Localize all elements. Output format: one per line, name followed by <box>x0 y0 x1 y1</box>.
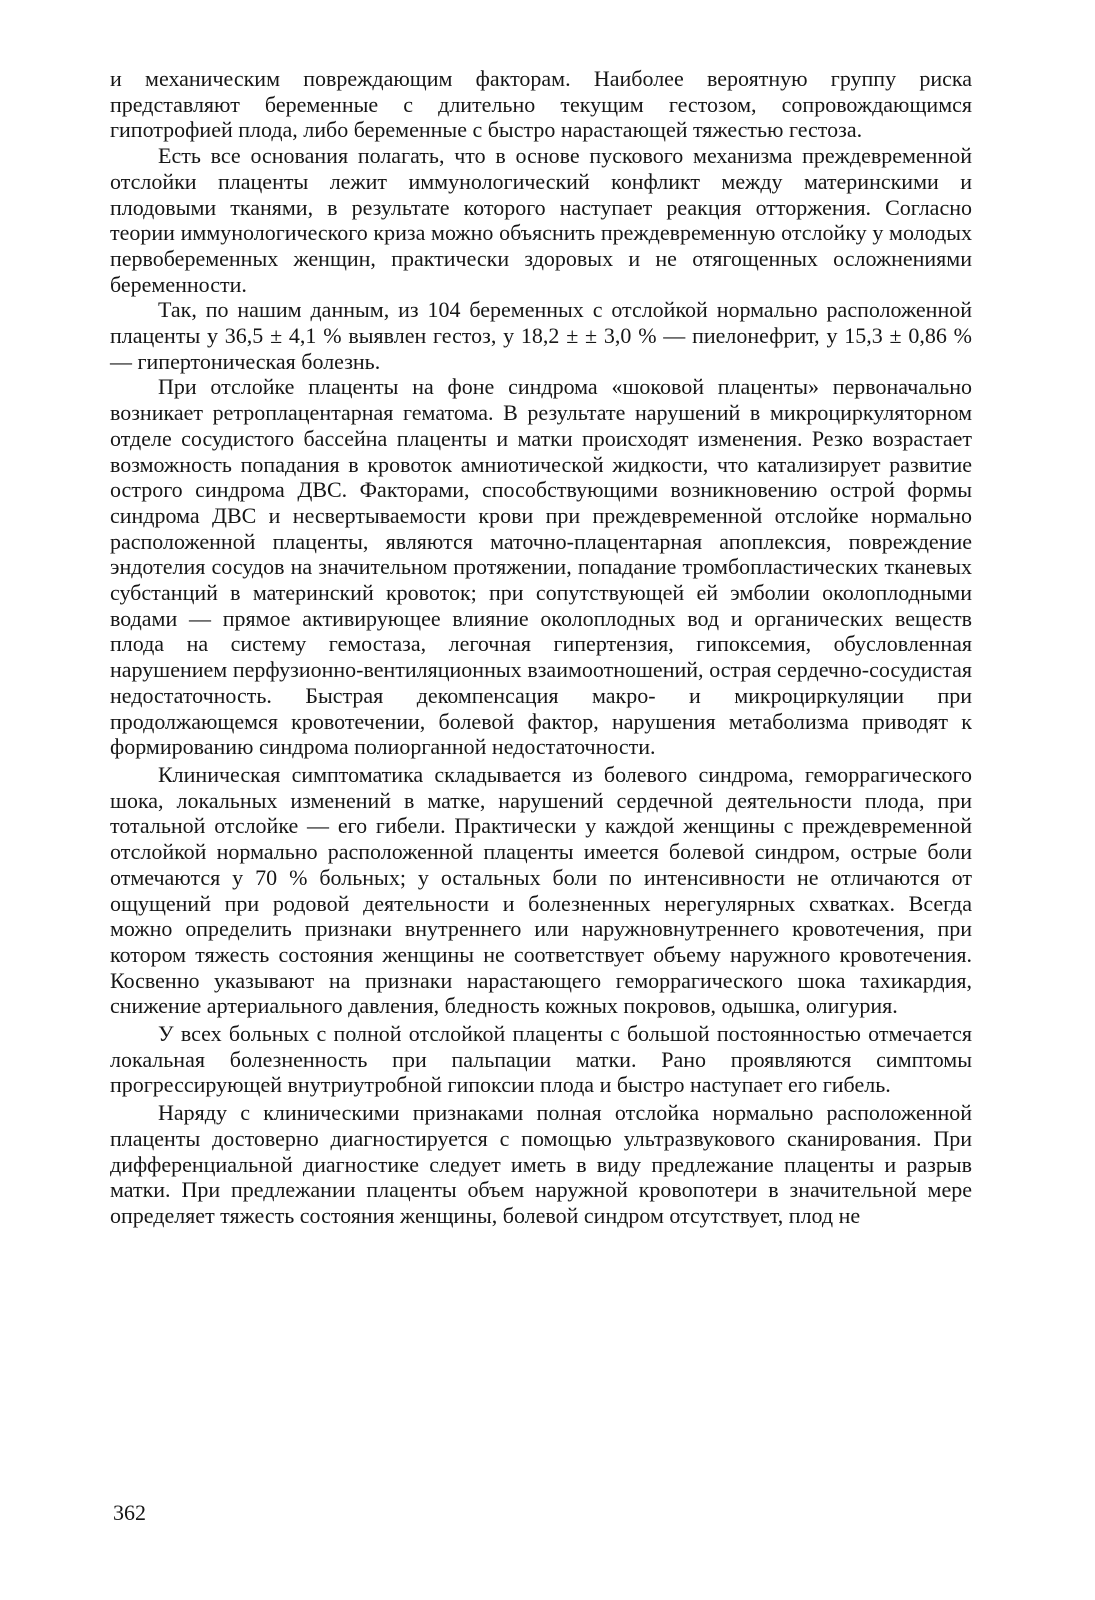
paragraph-shock-placenta: При отслойке плаценты на фоне синдрома «шоковой плаценты» первоначально возникает ретроплацентарная гематома. В результате нарушений в микроциркуляторном отделе сосудистого бассейна плаценты и матки происходят изменения. Резко возрастает возможность попадания в кровоток амниотической жидкости, что катализирует развитие острого синдрома ДВС. Факторами, способствующими возникновению острой формы синдрома ДВС и несвертываемости крови при преждевременной отслойке нормально расположенной плаценты, являются маточно-плацентарная апоплексия, повреждение эндотелия сосудов на значительном протяжении, попадание тромбопластических тканевых субстанций в материнский кровоток; при сопутствующей ей эмболии околоплодными водами — прямое активирующее влияние околоплодных вод и органических веществ плода на систему гемостаза, легочная гипертензия, гипоксемия, обусловленная нарушением перфузионно-вентиляционных взаимоотношений, острая сердечно-сосудистая недостаточность. Быстрая декомпенсация макро- и микроциркуляции при продолжающемся кровотечении, болевой фактор, нарушения метаболизма приводят к формированию синдрома полиорганной недостаточности. <box>110 374 972 760</box>
page-body <box>110 66 972 1229</box>
paragraph-statistics: Так, по нашим данным, из 104 беременных с отслойкой нормально расположенной плаценты у 36,5 ± 4,1 % выявлен гестоз, у 18,2 ± ± 3,0 % — пиелонефрит, у 15,3 ± 0,86 % — гипертоническая болезнь. <box>110 297 972 374</box>
paragraph-continued: и механическим повреждающим факторам. Наиболее вероятную группу риска представляют беременные с длительно текущим гестозом, сопровождающимся гипотрофией плода, либо беременные с быстро нарастающей тяжестью гестоза. <box>110 66 972 143</box>
paragraph-pathogenesis: Есть все основания полагать, что в основе пускового механизма преждевременной отслойки плаценты лежит иммунологический конфликт между материнскими и плодовыми тканями, в результате которого наступает реакция отторжения. Согласно теории иммунологического криза можно объяснить преждевременную отслойку у молодых первобеременных женщин, практически здоровых и не отягощенных осложнениями беременности. <box>110 143 972 297</box>
paragraph-clinical-symptoms: Клиническая симптоматика складывается из болевого синдрома, геморрагического шока, локальных изменений в матке, нарушений сердечной деятельности плода, при тотальной отслойке — его гибели. Практически у каждой женщины с преждевременной отслойкой нормально расположенной плаценты имеется болевой синдром, острые боли отмечаются у 70 % больных; у остальных боли по интенсивности не отличаются от ощущений при родовой деятельности и болезненных нерегулярных схватках. Всегда можно определить признаки внутреннего или наружновнутреннего кровотечения, при котором тяжесть состояния женщины не соответствует объему наружного кровотечения. Косвенно указывают на признаки нарастающего геморрагического шока тахикардия, снижение артериального давления, бледность кожных покровов, одышка, олигурия. <box>110 761 972 1019</box>
paragraph-complete-abruption: У всех больных с полной отслойкой плаценты с большой постоянностью отмечается локальная болезненность при пальпации матки. Рано проявляются симптомы прогрессирующей внутриутробной гипоксии плода и быстро наступает его гибель. <box>110 1021 972 1098</box>
paragraph-diagnostics: Наряду с клиническими признаками полная отслойка нормально расположенной плаценты достоверно диагностируется с помощью ультразвукового сканирования. При дифференциальной диагностике следует иметь в виду предлежание плаценты и разрыв матки. При предлежании плаценты объем наружной кровопотери в значительной мере определяет тяжесть состояния женщины, болевой синдром отсутствует, плод не <box>110 1100 972 1228</box>
page-number: 362 <box>113 1500 146 1525</box>
